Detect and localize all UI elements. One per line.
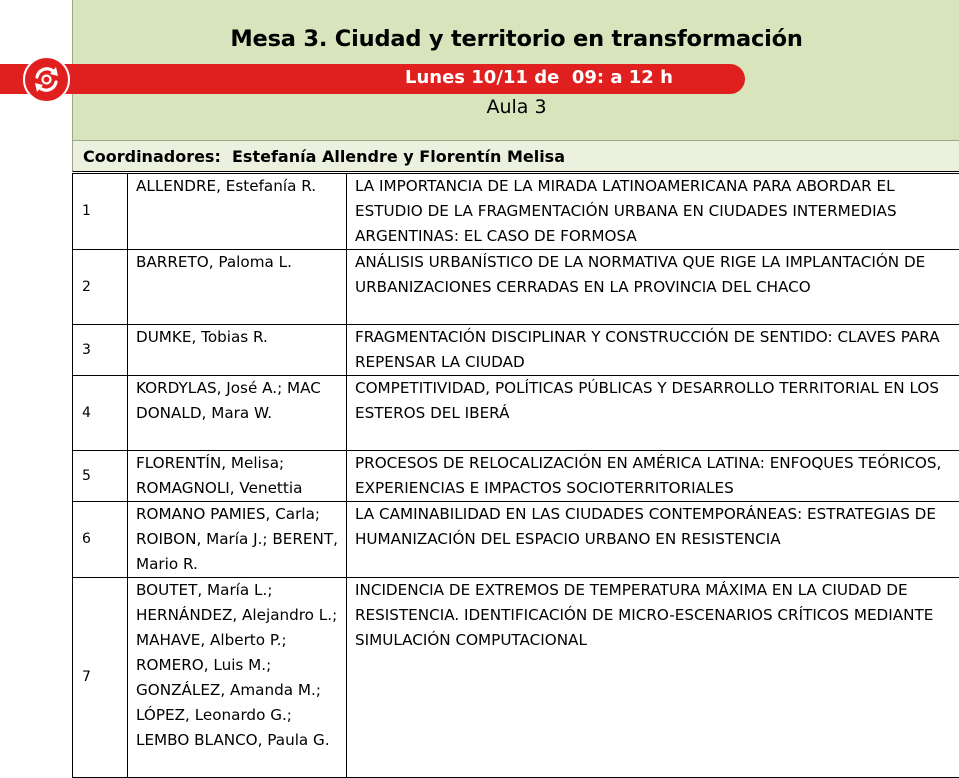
row-number: 1 [73,174,128,250]
row-authors: DUMKE, Tobias R. [128,325,347,376]
row-number: 4 [73,376,128,451]
session-title: Mesa 3. Ciudad y territorio en transformación [73,26,959,52]
table-row [73,325,959,376]
coordinators-row [72,140,959,172]
row-number: 5 [73,451,128,502]
row-number: 7 [73,578,128,778]
row-paper-title: COMPETITIVIDAD, POLÍTICAS PÚBLICAS Y DESARROLLO TERRITORIAL EN LOS ESTEROS DEL IBERÁ [347,376,959,451]
table-row [73,174,959,250]
table-row [73,451,959,502]
row-authors: ROMANO PAMIES, Carla; ROIBON, María J.; BERENT, Mario R. [128,502,347,578]
row-paper-title: FRAGMENTACIÓN DISCIPLINAR Y CONSTRUCCIÓN DE SENTIDO: CLAVES PARA REPENSAR LA CIUDAD [347,325,959,376]
row-paper-title: LA CAMINABILIDAD EN LAS CIUDADES CONTEMPORÁNEAS: ESTRATEGIAS DE HUMANIZACIÓN DEL ESPACIO URBANO EN RESISTENCIA [347,502,959,578]
table-row [73,578,959,778]
refresh-circle-icon[interactable] [23,56,70,103]
row-number: 3 [73,325,128,376]
papers-table [72,173,959,778]
row-paper-title: ANÁLISIS URBANÍSTICO DE LA NORMATIVA QUE RIGE LA IMPLANTACIÓN DE URBANIZACIONES CERRADAS EN LA PROVINCIA DEL CHACO [347,250,959,325]
row-paper-title: INCIDENCIA DE EXTREMOS DE TEMPERATURA MÁXIMA EN LA CIUDAD DE RESISTENCIA. IDENTIFICACIÓN DE MICRO-ESCENARIOS CRÍTICOS MEDIANTE SIMULACIÓN COMPUTACIONAL [347,578,959,778]
table-row [73,502,959,578]
date-time-label: Lunes 10/11 de 09: a 12 h [405,67,673,88]
row-number: 2 [73,250,128,325]
table-row [73,376,959,451]
table-row [73,250,959,325]
row-paper-title: PROCESOS DE RELOCALIZACIÓN EN AMÉRICA LATINA: ENFOQUES TEÓRICOS, EXPERIENCIAS E IMPACTOS SOCIOTERRITORIALES [347,451,959,502]
row-number: 6 [73,502,128,578]
row-authors: KORDYLAS, José A.; MAC DONALD, Mara W. [128,376,347,451]
coordinators-label: Coordinadores: Estefanía Allendre y Florentín Melisa [83,147,565,166]
room-label: Aula 3 [73,96,959,118]
row-authors: BOUTET, María L.; HERNÁNDEZ, Alejandro L.; MAHAVE, Alberto P.; ROMERO, Luis M.; GONZÁLEZ, Amanda M.; LÓPEZ, Leonardo G.; LEMBO BLANCO, Paula G. [128,578,347,778]
row-paper-title: LA IMPORTANCIA DE LA MIRADA LATINOAMERICANA PARA ABORDAR EL ESTUDIO DE LA FRAGMENTACIÓN URBANA EN CIUDADES INTERMEDIAS ARGENTINAS: EL CASO DE FORMOSA [347,174,959,250]
row-authors: FLORENTÍN, Melisa; ROMAGNOLI, Venettia [128,451,347,502]
row-authors: BARRETO, Paloma L. [128,250,347,325]
row-authors: ALLENDRE, Estefanía R. [128,174,347,250]
